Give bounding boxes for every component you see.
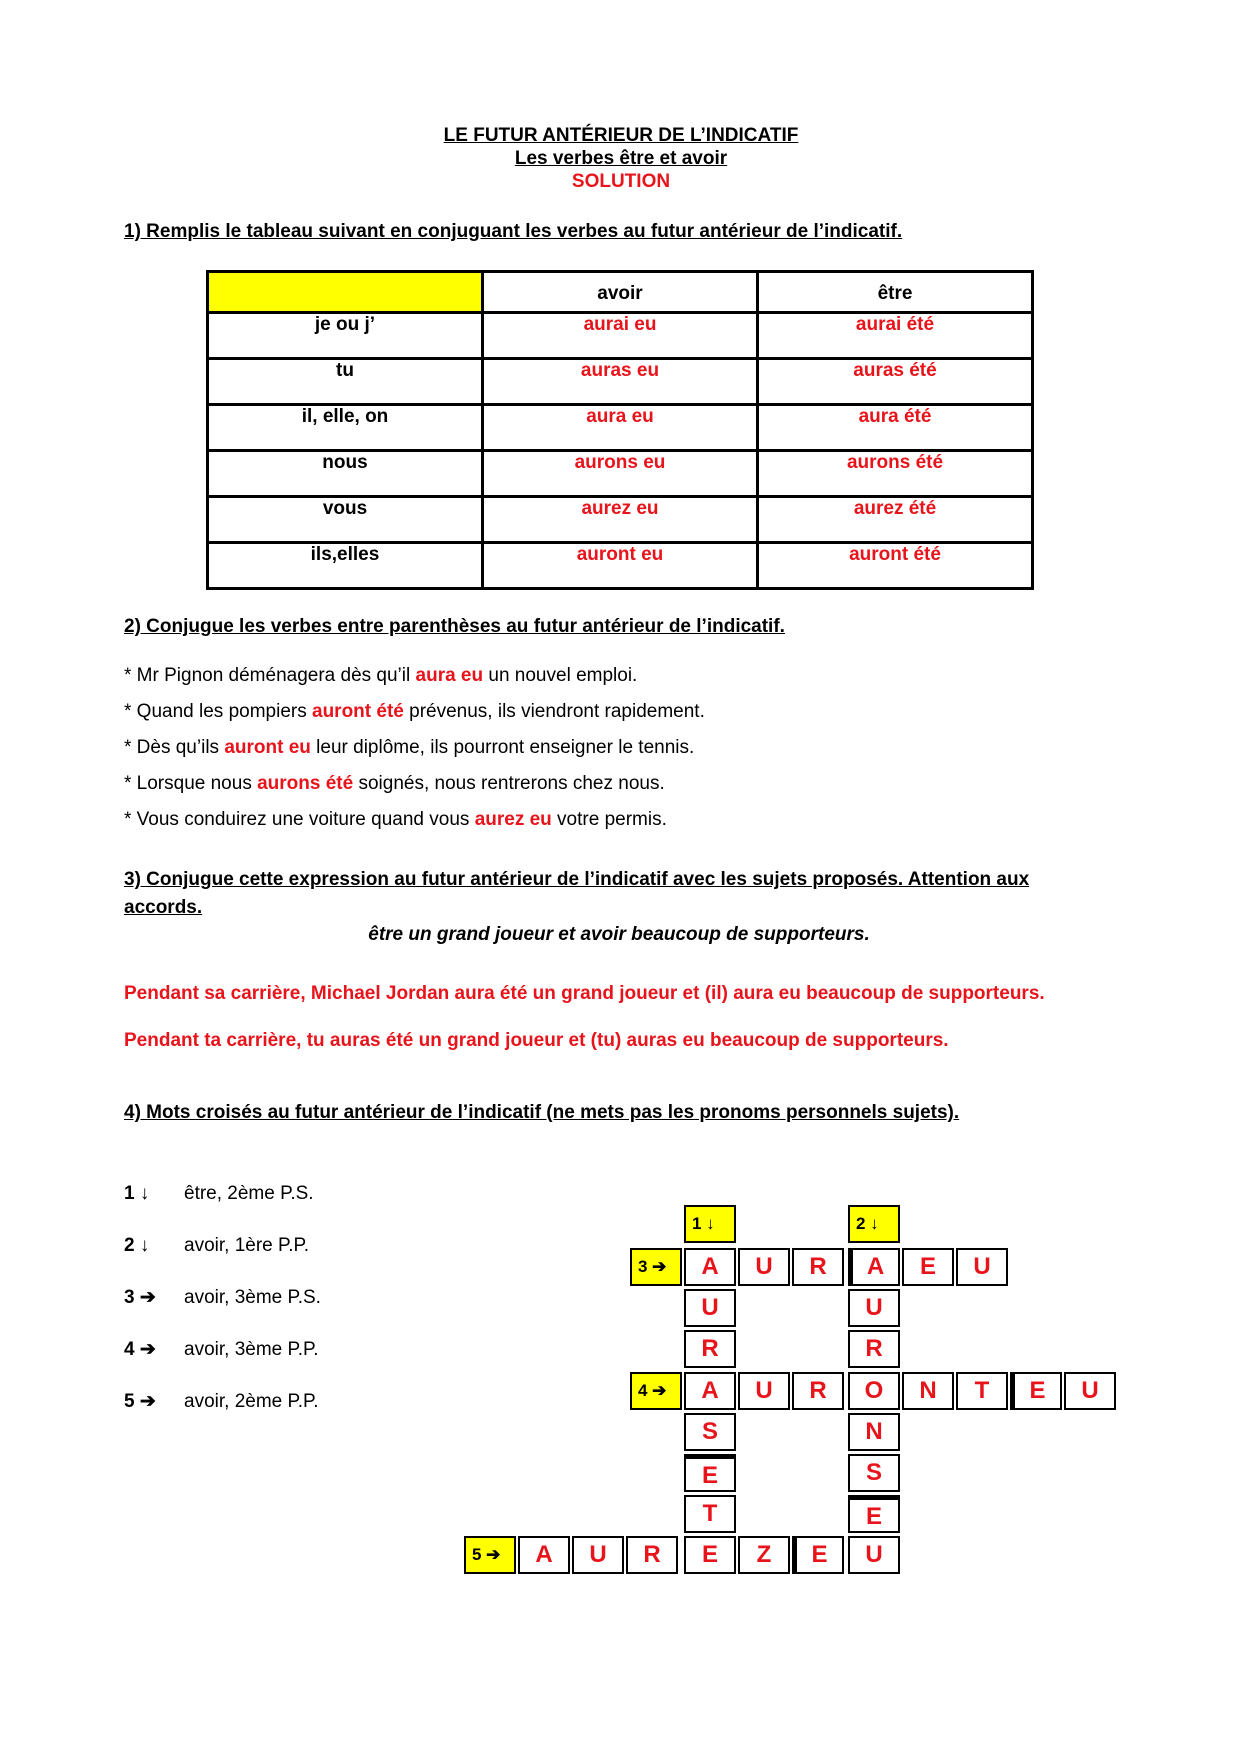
section2-heading: 2) Conjugue les verbes entre parenthèses au futur antérieur de l’indicatif. [124, 616, 785, 637]
clue [124, 1286, 321, 1310]
sentence [124, 700, 705, 724]
clue-number: 1 [124, 1183, 135, 1204]
clue [124, 1234, 310, 1258]
expression: être un grand joueur et avoir beaucoup de supporteurs. [368, 924, 870, 945]
section1-heading: 1) Remplis le tableau suivant en conjuguant les verbes au futur antérieur de l’indicatif. [124, 221, 903, 242]
clue-text: avoir, 3ème P.S. [184, 1287, 321, 1308]
grid-cell: U [848, 1536, 900, 1574]
sentence-text: * Lorsque nous [124, 773, 258, 794]
table-header-etre: être [758, 272, 1033, 313]
etre-cell: aurez été [758, 497, 1033, 543]
table-row [208, 313, 1033, 359]
sentence-text: un nouvel emploi. [483, 665, 638, 686]
etre-cell: aurons été [758, 451, 1033, 497]
sentence-answer: aura eu [415, 665, 484, 686]
clue [124, 1338, 319, 1362]
etre-cell: aura été [758, 405, 1033, 451]
clue-text: avoir, 1ère P.P. [184, 1235, 310, 1256]
grid-cell: E [902, 1248, 954, 1286]
grid-cell: S [684, 1413, 736, 1451]
sentence-answer: aurez eu [474, 809, 552, 830]
answer-sentence: Pendant ta carrière, tu auras été un grand joueur et (tu) auras eu beaucoup de supporteurs. [124, 1030, 949, 1051]
clue-number: 2 [124, 1235, 135, 1256]
clue-label-5: 5 ➔ [464, 1536, 516, 1574]
clue-label-1: 1 ↓ [684, 1205, 736, 1243]
clue-number: 4 [124, 1339, 135, 1360]
conjugation-table [206, 270, 1034, 590]
grid-cell: R [626, 1536, 678, 1574]
grid-cell: R [792, 1248, 844, 1286]
pronoun-cell: nous [208, 451, 483, 497]
sentence-text: soignés, nous rentrerons chez nous. [353, 773, 665, 794]
clue-label-4: 4 ➔ [630, 1372, 682, 1410]
sentence-text: votre permis. [551, 809, 667, 830]
clue-text: avoir, 3ème P.P. [184, 1339, 319, 1360]
avoir-cell: aurons eu [483, 451, 758, 497]
etre-cell: auras été [758, 359, 1033, 405]
right-arrow-icon: ➔ [139, 1391, 156, 1412]
etre-cell: auront été [758, 543, 1033, 589]
sentence-text: * Quand les pompiers [124, 701, 312, 722]
grid-cell: O [848, 1372, 900, 1410]
clue-label-2: 2 ↓ [848, 1205, 900, 1243]
grid-cell: U [848, 1289, 900, 1327]
sentence-text: leur diplôme, ils pourront enseigner le tennis. [310, 737, 695, 758]
grid-cell: A [684, 1372, 736, 1410]
page-subtitle: Les verbes être et avoir [514, 148, 728, 169]
grid-cell: U [956, 1248, 1008, 1286]
pronoun-cell: je ou j’ [208, 313, 483, 359]
answer-sentence: Pendant sa carrière, Michael Jordan aura été un grand joueur et (il) aura eu beaucoup de supporteurs. [124, 983, 1045, 1004]
etre-cell: aurai été [758, 313, 1033, 359]
sentence-answer: aurons été [257, 773, 354, 794]
sentence [124, 736, 694, 760]
pronoun-cell: tu [208, 359, 483, 405]
grid-cell: U [684, 1289, 736, 1327]
clue-text: être, 2ème P.S. [184, 1183, 314, 1204]
grid-cell: N [902, 1372, 954, 1410]
avoir-cell: aurai eu [483, 313, 758, 359]
grid-cell: A [518, 1536, 570, 1574]
table-header-row [208, 272, 1033, 313]
clue-text: avoir, 2ème P.P. [184, 1391, 319, 1412]
grid-cell: E [684, 1536, 736, 1574]
table-row [208, 359, 1033, 405]
grid-cell: S [848, 1454, 900, 1492]
avoir-cell: aura eu [483, 405, 758, 451]
clue-number: 5 [124, 1391, 135, 1412]
avoir-cell: aurez eu [483, 497, 758, 543]
grid-cell: A [848, 1248, 900, 1286]
grid-cell: E [792, 1536, 844, 1574]
table-row [208, 405, 1033, 451]
down-arrow-icon: ↓ [139, 1183, 150, 1204]
grid-cell: Z [738, 1536, 790, 1574]
sentence-text: * Dès qu’ils [124, 737, 225, 758]
avoir-cell: auront eu [483, 543, 758, 589]
grid-cell: U [572, 1536, 624, 1574]
down-arrow-icon: ↓ [139, 1235, 150, 1256]
sentence-answer: auront eu [224, 737, 311, 758]
pronoun-cell: ils,elles [208, 543, 483, 589]
clue [124, 1390, 319, 1414]
grid-cell: U [1064, 1372, 1116, 1410]
page-title: LE FUTUR ANTÉRIEUR DE L’INDICATIF [443, 125, 799, 146]
pronoun-cell: vous [208, 497, 483, 543]
avoir-cell: auras eu [483, 359, 758, 405]
clue-number: 3 [124, 1287, 135, 1308]
sentence-answer: auront été [312, 701, 404, 722]
sentence-text: * Vous conduirez une voiture quand vous [124, 809, 475, 830]
sentence-text: * Mr Pignon déménagera dès qu’il [124, 665, 416, 686]
sentence [124, 772, 665, 796]
grid-cell: N [848, 1413, 900, 1451]
grid-cell: R [684, 1330, 736, 1368]
sentence [124, 664, 637, 688]
sentence-text: prévenus, ils viendront rapidement. [403, 701, 705, 722]
right-arrow-icon: ➔ [139, 1287, 156, 1308]
solution-label: SOLUTION [571, 171, 671, 192]
grid-cell: E [848, 1495, 900, 1533]
grid-cell: U [738, 1372, 790, 1410]
section3-heading-line1: 3) Conjugue cette expression au futur antérieur de l’indicatif avec les sujets proposés. Attention aux [124, 869, 1030, 890]
section4-heading: 4) Mots croisés au futur antérieur de l’indicatif (ne mets pas les pronoms personnels sujets). [124, 1102, 960, 1123]
grid-cell: R [848, 1330, 900, 1368]
table-header-avoir: avoir [483, 272, 758, 313]
table-row [208, 497, 1033, 543]
table-row [208, 543, 1033, 589]
clue-label-3: 3 ➔ [630, 1248, 682, 1286]
sentence [124, 808, 667, 832]
grid-cell: A [684, 1248, 736, 1286]
grid-cell: T [684, 1495, 736, 1533]
right-arrow-icon: ➔ [139, 1339, 156, 1360]
table-corner-cell [208, 272, 483, 313]
section3-heading-line2: accords. [124, 897, 203, 918]
grid-cell: R [792, 1372, 844, 1410]
grid-cell: T [956, 1372, 1008, 1410]
clue [124, 1182, 314, 1206]
grid-cell: U [738, 1248, 790, 1286]
pronoun-cell: il, elle, on [208, 405, 483, 451]
grid-cell: E [1010, 1372, 1062, 1410]
grid-cell: E [684, 1454, 736, 1492]
table-row [208, 451, 1033, 497]
